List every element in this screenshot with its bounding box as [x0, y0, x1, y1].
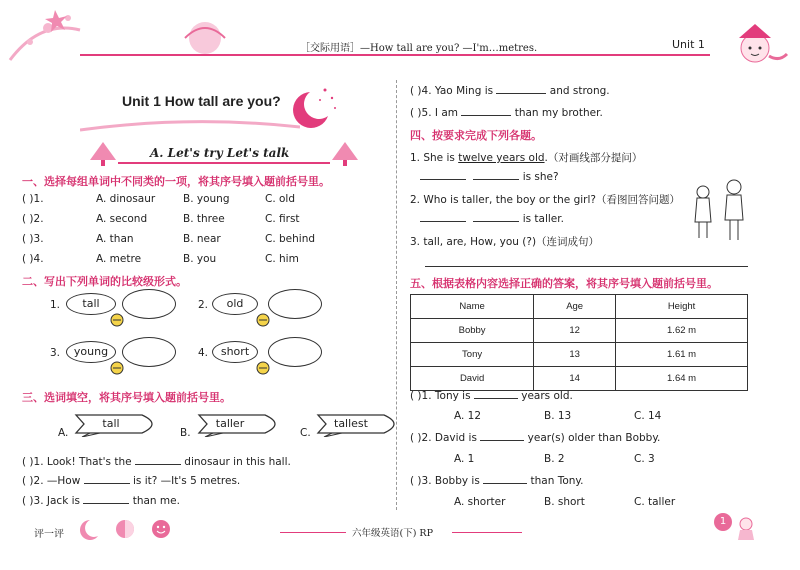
table-header-row: [411, 295, 748, 319]
sentence-post: is taller.: [522, 213, 564, 225]
question-number: ( )3.: [22, 233, 44, 245]
question-number: ( )1.: [410, 390, 432, 402]
sentence-pre: Jack is: [46, 495, 81, 507]
sentence-pre: Tony is: [434, 390, 471, 402]
title-swoosh: [80, 115, 300, 135]
header-rule: [80, 54, 710, 56]
section4-q2: 2. Who is taller, the boy or the girl?（看图回答问题）: [410, 194, 680, 206]
option-b: B. young: [183, 193, 230, 205]
table-cell: 1.64 m: [616, 367, 748, 391]
option-c: C. first: [265, 213, 300, 225]
item-number: 4.: [198, 347, 209, 359]
moon-face-icon: [78, 518, 100, 540]
mascot-girl: [725, 18, 795, 80]
question-number: ( )3.: [410, 475, 432, 487]
item-number: 3.: [50, 347, 61, 359]
table-cell: Tony: [411, 343, 534, 367]
word-oval: old: [212, 293, 258, 315]
option-c: C. taller: [634, 496, 676, 508]
option-word: tall: [102, 417, 120, 430]
sentence-pre: —How: [46, 475, 81, 487]
header-decoration-mid: [170, 8, 240, 58]
table-header: Name: [411, 295, 534, 319]
sentence-pre: 1. She is: [410, 152, 459, 164]
section1-heading: 一、选择每组单词中不同类的一项，将其序号填入题前括号里。: [22, 175, 330, 188]
option-b: B. 2: [544, 453, 565, 465]
boy-girl-illustration: [686, 178, 756, 242]
option-c: C. behind: [265, 233, 316, 245]
section4-q1: [410, 150, 642, 165]
table-row: [411, 343, 748, 367]
section1-row: [22, 213, 300, 225]
answer-blank[interactable]: [473, 221, 519, 222]
right-row: [410, 85, 610, 97]
item-number: 2.: [198, 299, 209, 311]
section5-question: [410, 475, 583, 487]
item-number: 1.: [50, 299, 61, 311]
sentence-pre: Bobby is: [434, 475, 480, 487]
option-a: A. 12: [454, 410, 482, 422]
column-divider: [396, 80, 397, 510]
sentence-pre: I am: [434, 107, 459, 119]
section5-question: [410, 432, 660, 444]
answer-oval[interactable]: [122, 337, 176, 367]
section5-heading: 五、根据表格内容选择正确的答案，将其序号填入题前括号里。: [410, 277, 718, 290]
table-row: [411, 319, 748, 343]
answer-blank[interactable]: [84, 483, 130, 484]
sentence-pre: Look! That's the: [46, 456, 132, 468]
sentence-post: dinosaur in this hall.: [184, 456, 291, 468]
answer-blank[interactable]: [496, 93, 546, 94]
bee-icon: [254, 358, 272, 376]
table-header: Age: [534, 295, 616, 319]
section5-question: [410, 390, 573, 402]
table-cell: David: [411, 367, 534, 391]
section4-heading: 四、按要求完成下列各题。: [410, 129, 542, 142]
table-cell: 1.61 m: [616, 343, 748, 367]
answer-oval[interactable]: [268, 337, 322, 367]
answer-blank[interactable]: [474, 398, 518, 399]
bee-icon: [108, 310, 126, 328]
underlined-phrase: twelve years old: [458, 152, 545, 164]
sentence-post: and strong.: [549, 85, 610, 97]
question-number: ( )3.: [22, 495, 44, 507]
sentence-post: is it? —It's 5 metres.: [133, 475, 241, 487]
table-cell: 12: [534, 319, 616, 343]
sentence-post: than Tony.: [530, 475, 584, 487]
section4-q3: 3. tall, are, How, you (?)（连词成句）: [410, 236, 600, 248]
footer-book: 六年级英语(下) RP: [352, 528, 433, 539]
option-a: A. second: [96, 213, 148, 225]
subtitle-rule: [118, 162, 330, 164]
option-word: tallest: [334, 417, 368, 430]
page-number-badge: [714, 513, 732, 531]
section1-row: [22, 233, 316, 245]
answer-blank[interactable]: [480, 440, 524, 441]
option-c: C. old: [265, 193, 296, 205]
answer-blank[interactable]: [461, 115, 511, 116]
footer-eval-label: 评一评: [34, 529, 64, 540]
option-b: B. 13: [544, 410, 572, 422]
sentence-post: than me.: [132, 495, 180, 507]
section1-row: [22, 193, 296, 205]
bee-icon: [108, 358, 126, 376]
option-letter: C.: [300, 427, 311, 439]
option-b: B. you: [183, 253, 217, 265]
option-a: A. dinosaur: [96, 193, 156, 205]
sentence-post: is she?: [522, 171, 559, 183]
table-cell: 13: [534, 343, 616, 367]
option-letter: B.: [180, 427, 191, 439]
section4-q2-answer: [420, 213, 564, 225]
table-cell: 14: [534, 367, 616, 391]
section1-row: [22, 253, 299, 265]
question-number: ( )2.: [22, 213, 44, 225]
answer-line[interactable]: [425, 266, 748, 267]
option-a: A. metre: [96, 253, 142, 265]
answer-blank[interactable]: [135, 464, 181, 465]
sentence-post: year(s) older than Bobby.: [527, 432, 661, 444]
question-number: ( )2.: [22, 475, 44, 487]
question-number: ( )4.: [410, 85, 432, 97]
question-number: ( )1.: [22, 193, 44, 205]
unit-tag: Unit 1: [672, 38, 705, 51]
table-header: Height: [616, 295, 748, 319]
table-row: [411, 367, 748, 391]
word-oval: tall: [66, 293, 116, 315]
question-number: ( )2.: [410, 432, 432, 444]
section4-q1-answer: [420, 171, 559, 183]
footer-mascot: [734, 514, 758, 542]
lesson-subtitle: A. Let's try Let's talk: [150, 146, 290, 160]
option-word: taller: [215, 417, 245, 430]
section2-heading: 二、写出下列单词的比较级形式。: [22, 275, 187, 288]
header-topic: ［交际用语］—How tall are you? —I'm…metres.: [300, 43, 538, 54]
header-decoration-left: [0, 0, 120, 70]
option-b: B. three: [183, 213, 225, 225]
table-cell: 1.62 m: [616, 319, 748, 343]
answer-oval[interactable]: [268, 289, 322, 319]
section3-row: [22, 495, 180, 507]
full-face-icon: [150, 518, 172, 540]
answer-blank[interactable]: [420, 179, 466, 180]
tree-icon: [88, 140, 118, 166]
sentence-post: years old.: [521, 390, 573, 402]
tree-icon: [330, 140, 360, 166]
sentence-post: .（对画线部分提问）: [544, 152, 643, 164]
option-letter: A.: [58, 427, 69, 439]
answer-oval[interactable]: [122, 289, 176, 319]
table-cell: Bobby: [411, 319, 534, 343]
option-b: B. near: [183, 233, 221, 245]
section3-heading: 三、选词填空，将其序号填入题前括号里。: [22, 391, 231, 404]
option-a: A. shorter: [454, 496, 506, 508]
word-oval: young: [66, 341, 116, 363]
option-b: B. short: [544, 496, 585, 508]
question-number: ( )5.: [410, 107, 432, 119]
word-oval: short: [212, 341, 258, 363]
bee-icon: [254, 310, 272, 328]
option-c: C. 3: [634, 453, 655, 465]
option-a: A. 1: [454, 453, 475, 465]
sentence-pre: Yao Ming is: [434, 85, 494, 97]
question-number: ( )1.: [22, 456, 44, 468]
footer-rule-left: [280, 532, 346, 533]
section3-row: [22, 475, 240, 487]
section3-row: [22, 456, 291, 468]
right-row: [410, 107, 603, 119]
option-a: A. than: [96, 233, 134, 245]
answer-blank[interactable]: [473, 179, 519, 180]
answer-blank[interactable]: [83, 503, 129, 504]
answer-blank[interactable]: [483, 483, 527, 484]
info-table: [410, 294, 748, 391]
page-number: 1: [719, 516, 727, 527]
half-face-icon: [114, 518, 136, 540]
option-c: C. him: [265, 253, 299, 265]
answer-blank[interactable]: [420, 221, 466, 222]
sentence-post: than my brother.: [514, 107, 603, 119]
lesson-title: Unit 1 How tall are you?: [122, 93, 281, 109]
sentence-pre: David is: [434, 432, 477, 444]
footer-rule-right: [452, 532, 522, 533]
question-number: ( )4.: [22, 253, 44, 265]
option-c: C. 14: [634, 410, 662, 422]
